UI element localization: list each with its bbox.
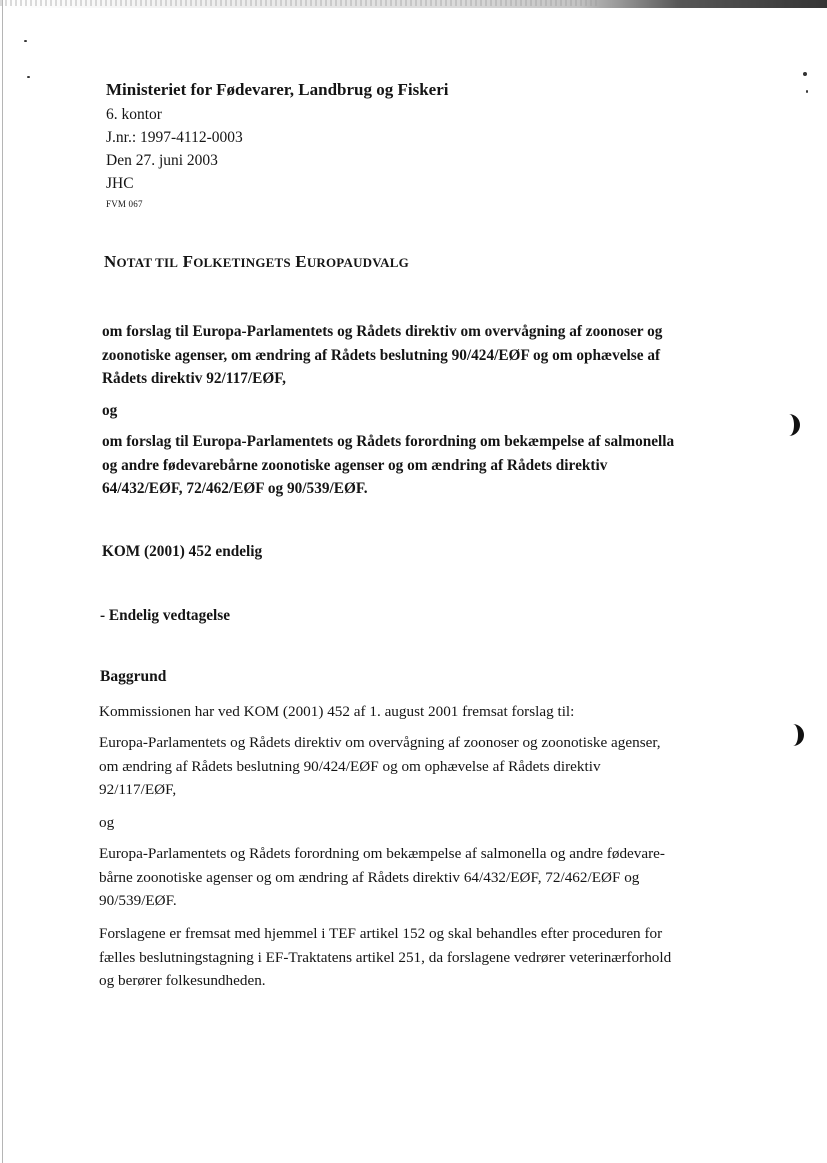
text-line: om forslag til Europa-Parlamentets og Rådets forordning om bekæmpelse af salmonella [102,433,675,450]
text-line: fælles beslutningstagning i EF-Traktatens artikel 251, da forslagene vedrører veterinærforhold [99,948,672,966]
document-date: Den 27. juni 2003 [106,152,218,169]
text-line: 64/432/EØF, 72/462/EØF og 90/539/EØF. [102,480,368,497]
section-heading [100,668,166,686]
subject-proposal-2 [102,430,674,501]
document-code [106,199,143,209]
background-item-1 [99,731,661,802]
title-initial: F [182,252,194,271]
text-line: Forslagene er fremsat med hjemmel i TEF artikel 152 og skal behandles efter proceduren for [99,925,663,942]
text-line: 92/117/EØF, [99,781,177,798]
text-line: Europa-Parlamentets og Rådets direktiv om overvågning af zoonoser og zoonotiske agenser, [99,734,661,751]
reference [102,540,262,564]
title-rest: UROPAUDVALG [306,255,409,270]
page-title [104,252,409,272]
ministry-name: Ministeriet for Fødevarer, Landbrug og Fiskeri [106,80,449,99]
subject-proposal-1 [102,320,662,391]
text-line: og berører folkesundheden. [99,972,266,989]
punch-hole-mark [782,724,804,746]
office: 6. kontor [106,106,162,123]
scan-speck [806,90,808,93]
text-line: og [102,402,118,419]
text-line: om ændring af Rådets beslutning 90/424/EØF og om ophævelse af Rådets direktiv [99,757,601,775]
background-item-2 [99,842,665,913]
text-line: Rådets direktiv 92/117/EØF, [102,370,287,387]
journal-number: J.nr.: 1997-4112-0003 [106,129,243,146]
title-initial: N [104,252,117,271]
section-heading-text: Baggrund [100,668,167,685]
text-line: Kommissionen har ved KOM (2001) 452 af 1. august 2001 fremsat forslag til: [99,703,575,720]
title-initial: E [295,252,307,271]
text-line: og andre fødevarebårne zoonotiske agenser og om ændring af Rådets direktiv [102,456,608,474]
subject-connector [102,399,117,423]
text-line: Europa-Parlamentets og Rådets forordning om bekæmpelse af salmonella og andre fødevare- [99,845,665,862]
text-line: og [99,814,115,831]
status [100,604,230,628]
background-legal-basis [99,922,671,993]
background-intro [99,700,574,724]
scan-noise-top [0,0,600,6]
letterhead-meta [106,103,243,195]
status-text: - Endelig vedtagelse [100,607,231,624]
document-code-text: FVM 067 [106,199,143,209]
punch-hole-mark [778,414,800,436]
title-rest: OTAT TIL [116,255,179,270]
scan-speck [24,40,27,42]
scan-speck [27,76,30,78]
reference-text: KOM (2001) 452 endelig [102,543,263,560]
scan-edge-left [2,0,3,1163]
background-connector [99,811,114,835]
text-line: 90/539/EØF. [99,892,177,909]
text-line: zoonotiske agenser, om ændring af Rådets beslutning 90/424/EØF og om ophævelse af [102,346,661,364]
scan-speck [803,72,807,76]
text-line: om forslag til Europa-Parlamentets og Rådets direktiv om overvågning af zoonoser og [102,323,663,340]
text-line: bårne zoonotiske agenser og om ændring af Rådets direktiv 64/432/EØF, 72/462/EØF og [99,868,640,886]
initials: JHC [106,175,134,192]
title-rest: OLKETINGETS [193,255,291,270]
letterhead [106,80,449,100]
